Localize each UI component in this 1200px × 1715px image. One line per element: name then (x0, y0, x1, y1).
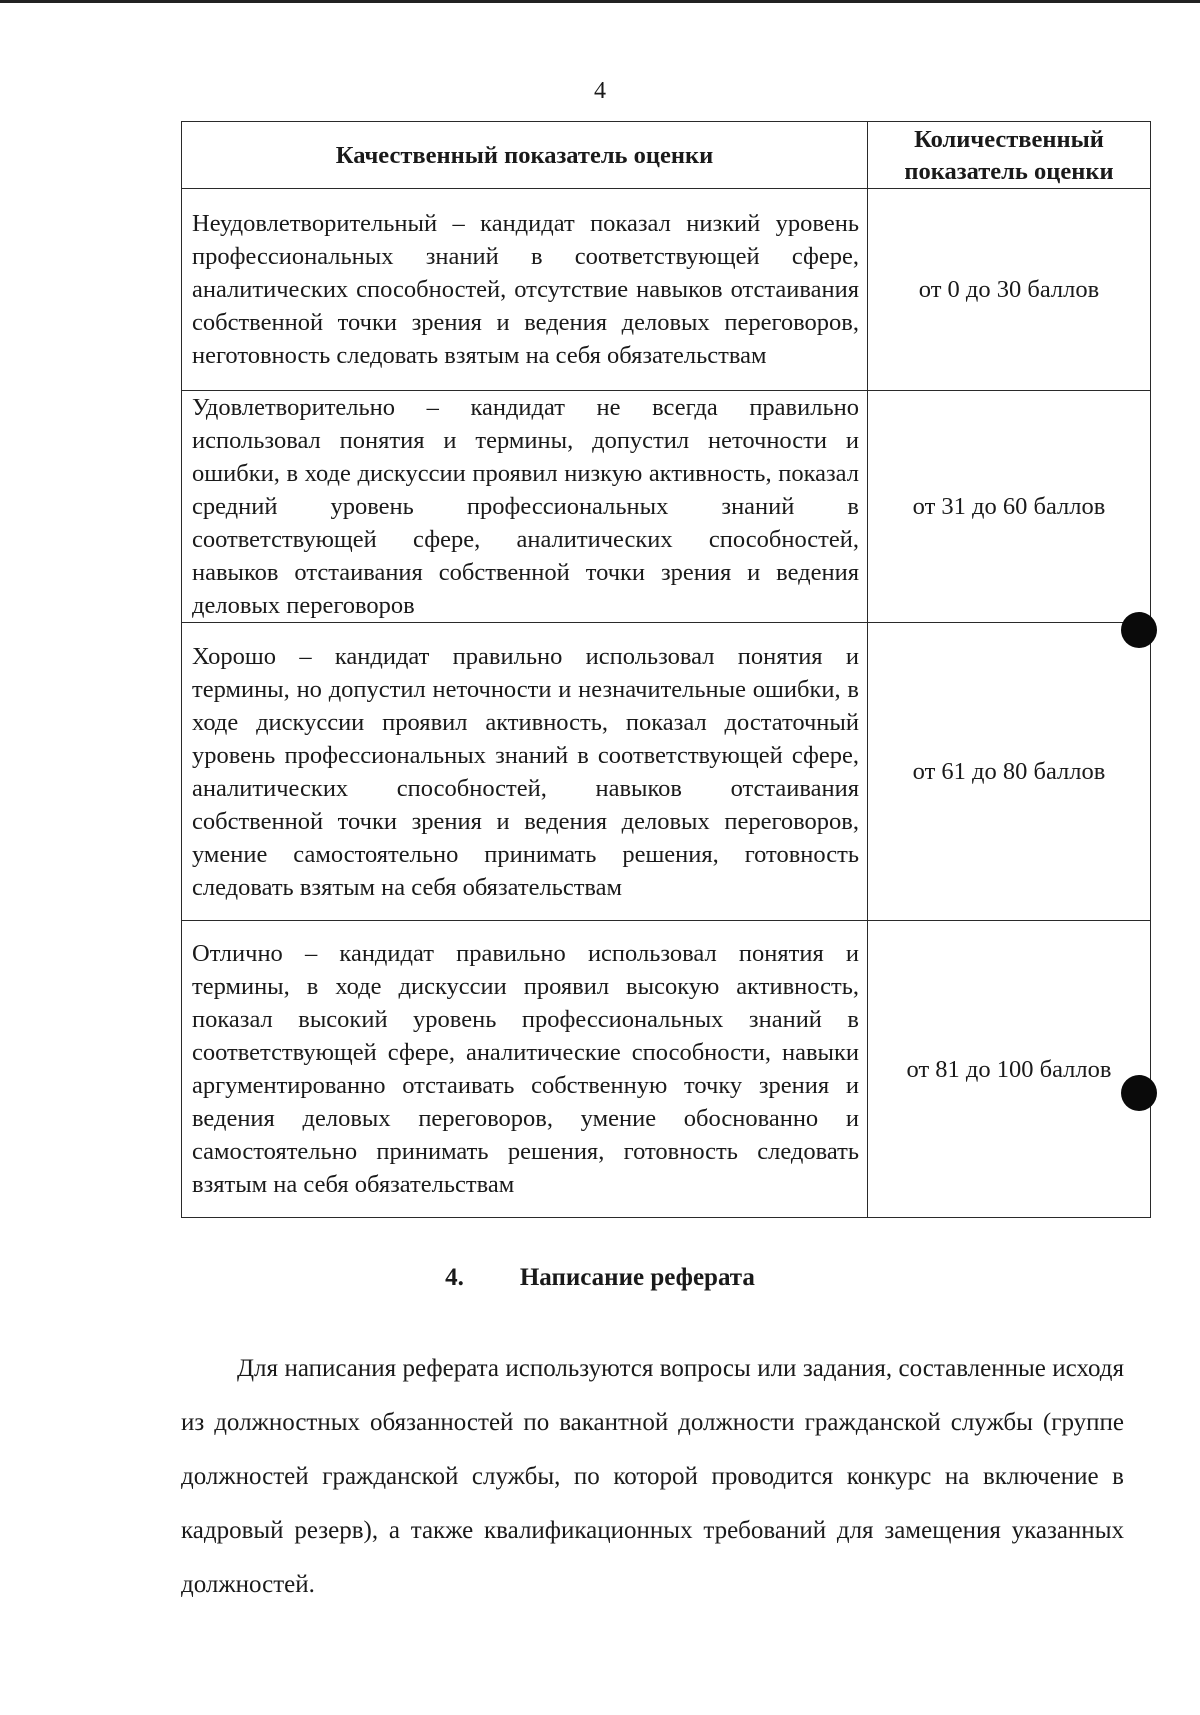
section-heading (0, 1264, 1200, 1292)
score-cell: от 31 до 60 баллов (868, 391, 1151, 623)
qualitative-cell: Удовлетворительно – кандидат не всегда правильно использовал понятия и термины, допустил неточности и ошибки, в ходе дискуссии проявил низкую активность, показал средний уровень профессиональных знаний в соответствующей сфере, аналитических способностей, навыков отстаивания собственной точки зрения и ведения деловых переговоров (182, 391, 868, 623)
score-cell: от 81 до 100 баллов (868, 921, 1151, 1218)
header-qualitative: Качественный показатель оценки (182, 122, 868, 189)
punch-hole-mark (1121, 612, 1157, 648)
grading-table (181, 121, 1151, 1218)
table-header-row (182, 122, 1151, 189)
punch-hole-mark (1121, 1075, 1157, 1111)
qualitative-cell: Отлично – кандидат правильно использовал понятия и термины, в ходе дискуссии проявил высокую активность, показал высокий уровень профессиональных знаний в соответствующей сфере, аналитические способности, навыки аргументированно отстаивать собственную точку зрения и ведения деловых переговоров, умение обоснованно и самостоятельно принимать решения, готовность следовать взятым на себя обязательствам (182, 921, 868, 1218)
qualitative-cell: Неудовлетворительный – кандидат показал низкий уровень профессиональных знаний в соответствующей сфере, аналитических способностей, отсутствие навыков отстаивания собственной точки зрения и ведения деловых переговоров, неготовность следовать взятым на себя обязательствам (182, 189, 868, 391)
table-row (182, 189, 1151, 391)
top-border-line (0, 0, 1200, 3)
body-paragraph: Для написания реферата используются вопросы или задания, составленные исходя из должностных обязанностей по вакантной должности гражданской службы (группе должностей гражданской службы, по которой проводится конкурс на включение в кадровый резерв), а также квалификационных требований для замещения указанных должностей. (181, 1355, 1124, 1598)
table-row (182, 391, 1151, 623)
table-row (182, 921, 1151, 1218)
score-cell: от 61 до 80 баллов (868, 623, 1151, 921)
qualitative-cell: Хорошо – кандидат правильно использовал понятия и термины, но допустил неточности и незначительные ошибки, в ходе дискуссии проявил активность, показал достаточный уровень профессиональных знаний в соответствующей сфере, аналитических способностей, навыков отстаивания собственной точки зрения и ведения деловых переговоров, умение самостоятельно принимать решения, готовность следовать взятым на себя обязательствам (182, 623, 868, 921)
section-number: 4. (445, 1264, 464, 1291)
table-row (182, 623, 1151, 921)
score-cell: от 0 до 30 баллов (868, 189, 1151, 391)
header-quantitative: Количественный показатель оценки (868, 122, 1151, 189)
page-number: 4 (594, 78, 606, 104)
section-title: Написание реферата (519, 1264, 755, 1291)
